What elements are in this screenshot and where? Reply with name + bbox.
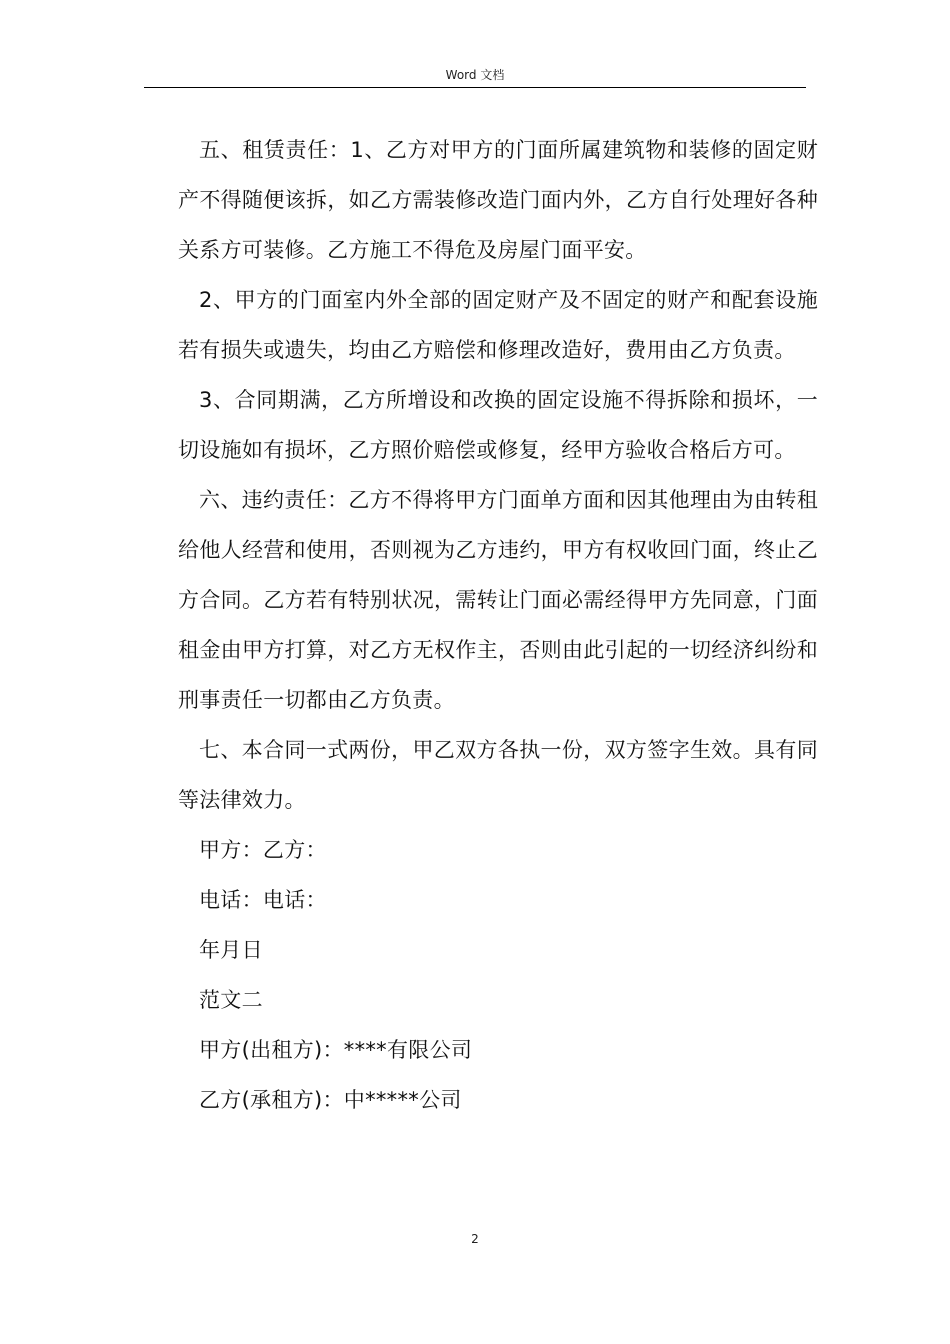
page-number: 2 [471,1232,479,1246]
paragraph-contract-copies: 七、本合同一式两份，甲乙双方各执一份，双方签字生效。具有同等法律效力。 [178,738,818,812]
paragraph-lease-responsibility: 五、租赁责任：1、乙方对甲方的门面所属建筑物和装修的固定财产不得随便该拆，如乙方需装修改造门面内外，乙方自行处理好各种关系方可装修。乙方施工不得危及房屋门面平安。 [178,138,818,262]
signature-phone-line: 电话：电话： [199,888,327,912]
page-header: Word 文档 [445,68,505,82]
paragraph-breach-liability: 六、违约责任：乙方不得将甲方门面单方面和因其他理由为由转租给他人经营和使用，否则视为乙方违约，甲方有权收回门面，终止乙方合同。乙方若有特别状况，需转让门面必需经得甲方先同意，门面租金由甲方打算，对乙方无权作主，否则由此引起的一切经济纠纷和刑事责任一切都由乙方负责。 [178,488,818,712]
header-divider [144,87,806,88]
party-b-lessee-line: 乙方(承租方)：中*****公司 [199,1088,462,1112]
paragraph-contract-expiry: 3、合同期满，乙方所增设和改换的固定设施不得拆除和损坏，一切设施如有损坏，乙方照价赔偿或修复，经甲方验收合格后方可。 [178,388,818,462]
document-body [178,125,818,1125]
paragraph-fixed-assets-loss: 2、甲方的门面室内外全部的固定财产及不固定的财产和配套设施若有损失或遗失，均由乙方赔偿和修理改造好，费用由乙方负责。 [178,288,818,362]
section-heading-sample-two: 范文二 [199,988,263,1012]
signature-parties-line: 甲方：乙方： [199,838,327,862]
party-a-lessor-line: 甲方(出租方)：****有限公司 [199,1038,473,1062]
signature-date-line: 年月日 [199,938,263,962]
